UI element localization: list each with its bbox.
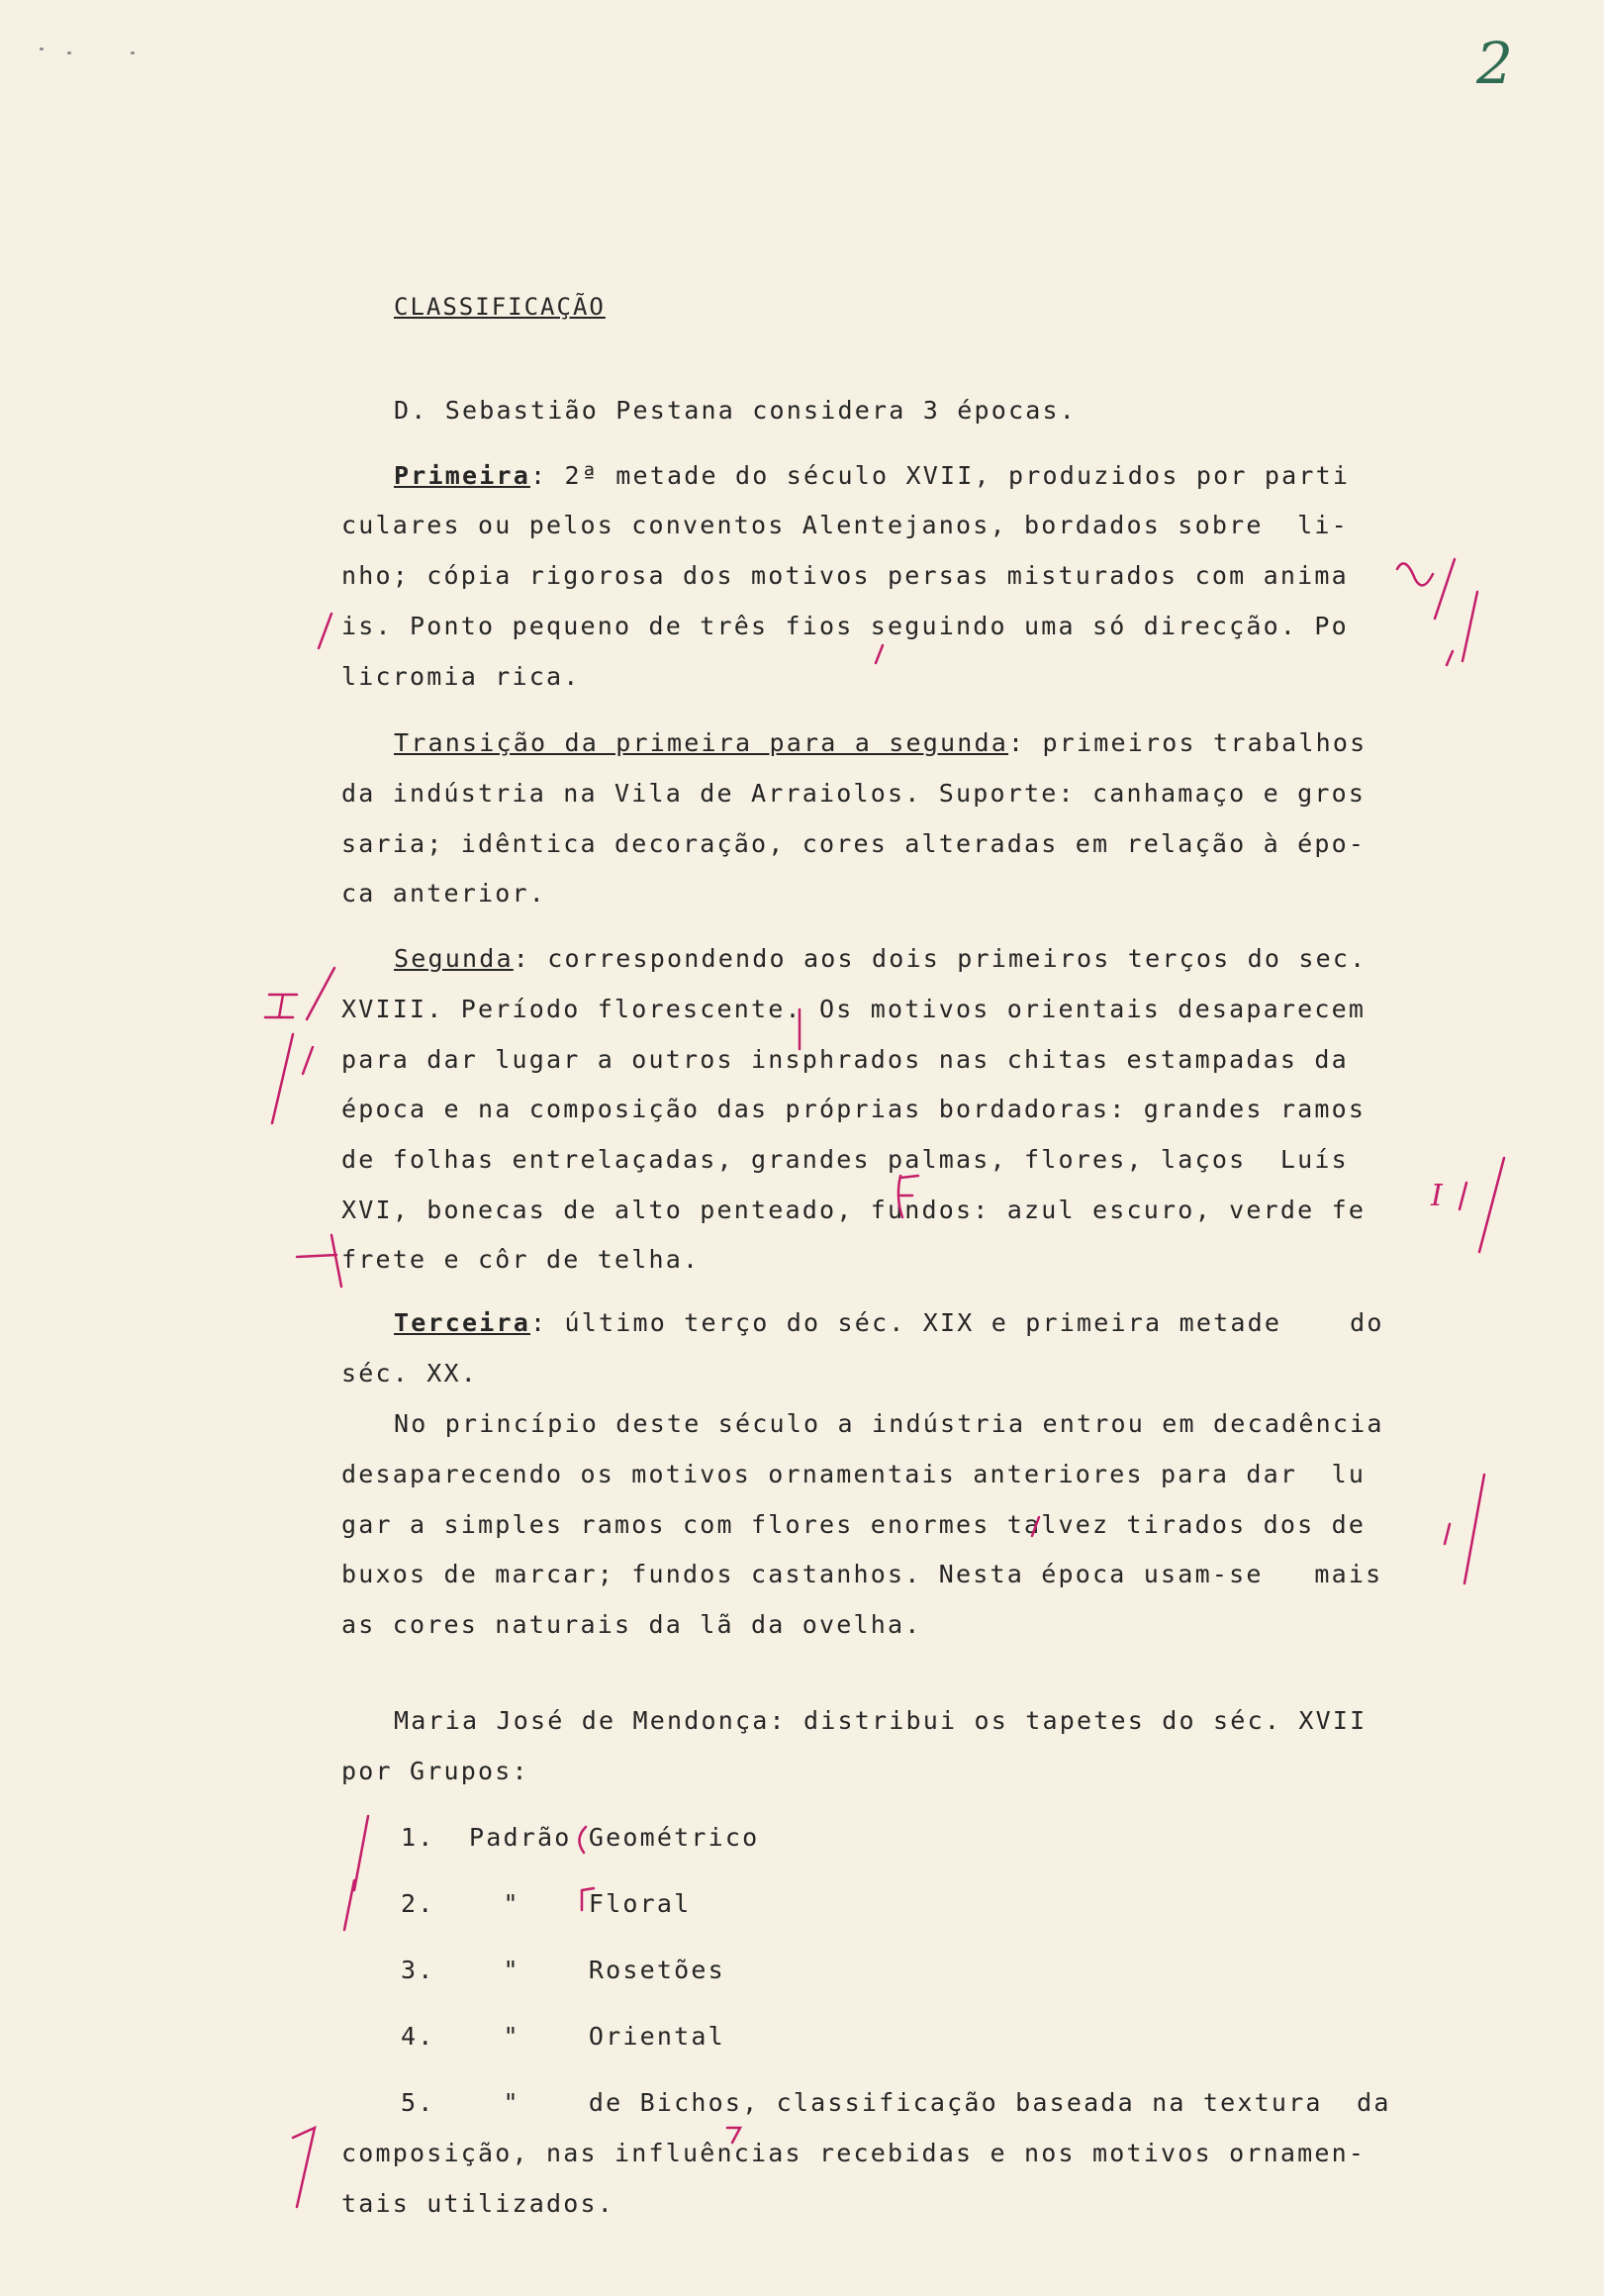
terceira-label: Terceira (394, 1308, 531, 1337)
correction-stroke (727, 2128, 740, 2143)
correction-stroke (1445, 1524, 1450, 1544)
segunda-line-7: frete e côr de telha. (341, 1245, 701, 1274)
correction-stroke (876, 645, 883, 663)
terceira-line-5: gar a simples ramos com flores enormes talvez tirados dos de (341, 1510, 1367, 1539)
transicao-line-2: da indústria na Vila de Arraiolos. Suporte: canhamaço e gros (341, 779, 1367, 808)
group-name: Floral (588, 1889, 692, 1918)
correction-stroke (898, 1176, 918, 1217)
terceira-line-4: desaparecendo os motivos ornamentais anteriores para dar lu (341, 1460, 1367, 1488)
correction-stroke (1397, 563, 1433, 585)
segunda-line-2: XVIII. Período florescente. Os motivos orientais desaparecem (341, 995, 1367, 1023)
group-number: 1. (401, 1823, 435, 1852)
group-name: de Bichos, classificação baseada na textura da (588, 2088, 1391, 2117)
correction-stroke (303, 1047, 313, 1074)
transicao-label: Transição da primeira para a segunda (394, 728, 1009, 757)
mendonca-line-4: tais utilizados. (341, 2189, 615, 2218)
primeira-line-2: culares ou pelos conventos Alentejanos, bordados sobre li- (341, 511, 1349, 539)
group-qualifier: " (503, 1956, 520, 1984)
correction-stroke (1435, 559, 1455, 619)
correction-stroke (1479, 1158, 1504, 1252)
correction-stroke (344, 1880, 354, 1930)
mendonca-line-1: Maria José de Mendonça: distribui os tapetes do séc. XVII (394, 1706, 1368, 1735)
primeira-line-3: nho; cópia rigorosa dos motivos persas misturados com anima (341, 561, 1349, 590)
group-number: 3. (401, 1956, 435, 1984)
terceira-line-2: séc. XX. (341, 1359, 479, 1387)
mendonca-line-2: por Grupos: (341, 1757, 529, 1785)
segunda-line-5: de folhas entrelaçadas, grandes palmas, flores, laços Luís (341, 1145, 1349, 1174)
group-number: 4. (401, 2022, 435, 2051)
correction-stroke (293, 2128, 315, 2207)
mendonca-line-3: composição, nas influências recebidas e nos motivos ornamen- (341, 2139, 1367, 2167)
correction-stroke (579, 1827, 586, 1853)
segunda-line-4: época e na composição das próprias bordadoras: grandes ramos (341, 1095, 1367, 1123)
correction-stroke (307, 968, 334, 1019)
group-number: 2. (401, 1889, 435, 1918)
segunda-text-1: : correspondendo aos dois primeiros terços do sec. (513, 944, 1368, 973)
terceira-line-3: No princípio deste século a indústria entrou em decadência (394, 1409, 1384, 1438)
segunda-line-6: XVI, bonecas de alto penteado, fundos: azul escuro, verde fe (341, 1196, 1367, 1224)
segunda-label: Segunda (394, 944, 514, 973)
page-title: CLASSIFICAÇÃO (394, 293, 606, 321)
correction-stroke (1032, 1517, 1039, 1536)
correction-stroke (319, 614, 331, 648)
terceira-text-1: : último terço do séc. XIX e primeira metade do (530, 1308, 1384, 1337)
group-qualifier: " (503, 2088, 520, 2117)
primeira-line-4: is. Ponto pequeno de três fios seguindo uma só direcção. Po (341, 612, 1349, 640)
correction-letter: I (1431, 1179, 1443, 1213)
correction-stroke (297, 1235, 341, 1287)
group-qualifier: Padrão (469, 1823, 572, 1852)
terceira-line-6: buxos de marcar; fundos castanhos. Nesta época usam-se mais (341, 1560, 1383, 1588)
terceira-line-7: as cores naturais da lã da ovelha. (341, 1610, 922, 1639)
transicao-line-4: ca anterior. (341, 879, 547, 908)
group-name: Rosetões (588, 1956, 725, 1984)
page-number: 2 (1476, 30, 1513, 97)
primeira-line-5: licromia rica. (341, 662, 581, 691)
correction-stroke (582, 1888, 594, 1910)
correction-stroke (354, 1816, 368, 1890)
correction-stroke (1462, 592, 1477, 661)
primeira-label: Primeira (394, 461, 531, 490)
correction-stroke (1460, 1183, 1466, 1209)
intro-line: D. Sebastião Pestana considera 3 épocas. (394, 396, 1078, 425)
transicao-text-1: : primeiros trabalhos (1008, 728, 1368, 757)
group-name: Geométrico (588, 1823, 760, 1852)
transicao-line-3: saria; idêntica decoração, cores alteradas em relação à épo- (341, 829, 1367, 858)
group-number: 5. (401, 2088, 435, 2117)
correction-stroke (272, 1034, 293, 1123)
group-qualifier: " (503, 2022, 520, 2051)
correction-stroke (265, 995, 297, 1017)
correction-stroke (1447, 651, 1453, 665)
group-qualifier: " (503, 1889, 520, 1918)
primeira-text-1: : 2ª metade do século XVII, produzidos por parti (530, 461, 1351, 490)
correction-stroke (1464, 1475, 1484, 1583)
segunda-line-3: para dar lugar a outros insphrados nas chitas estampadas da (341, 1045, 1349, 1074)
group-name: Oriental (588, 2022, 725, 2051)
